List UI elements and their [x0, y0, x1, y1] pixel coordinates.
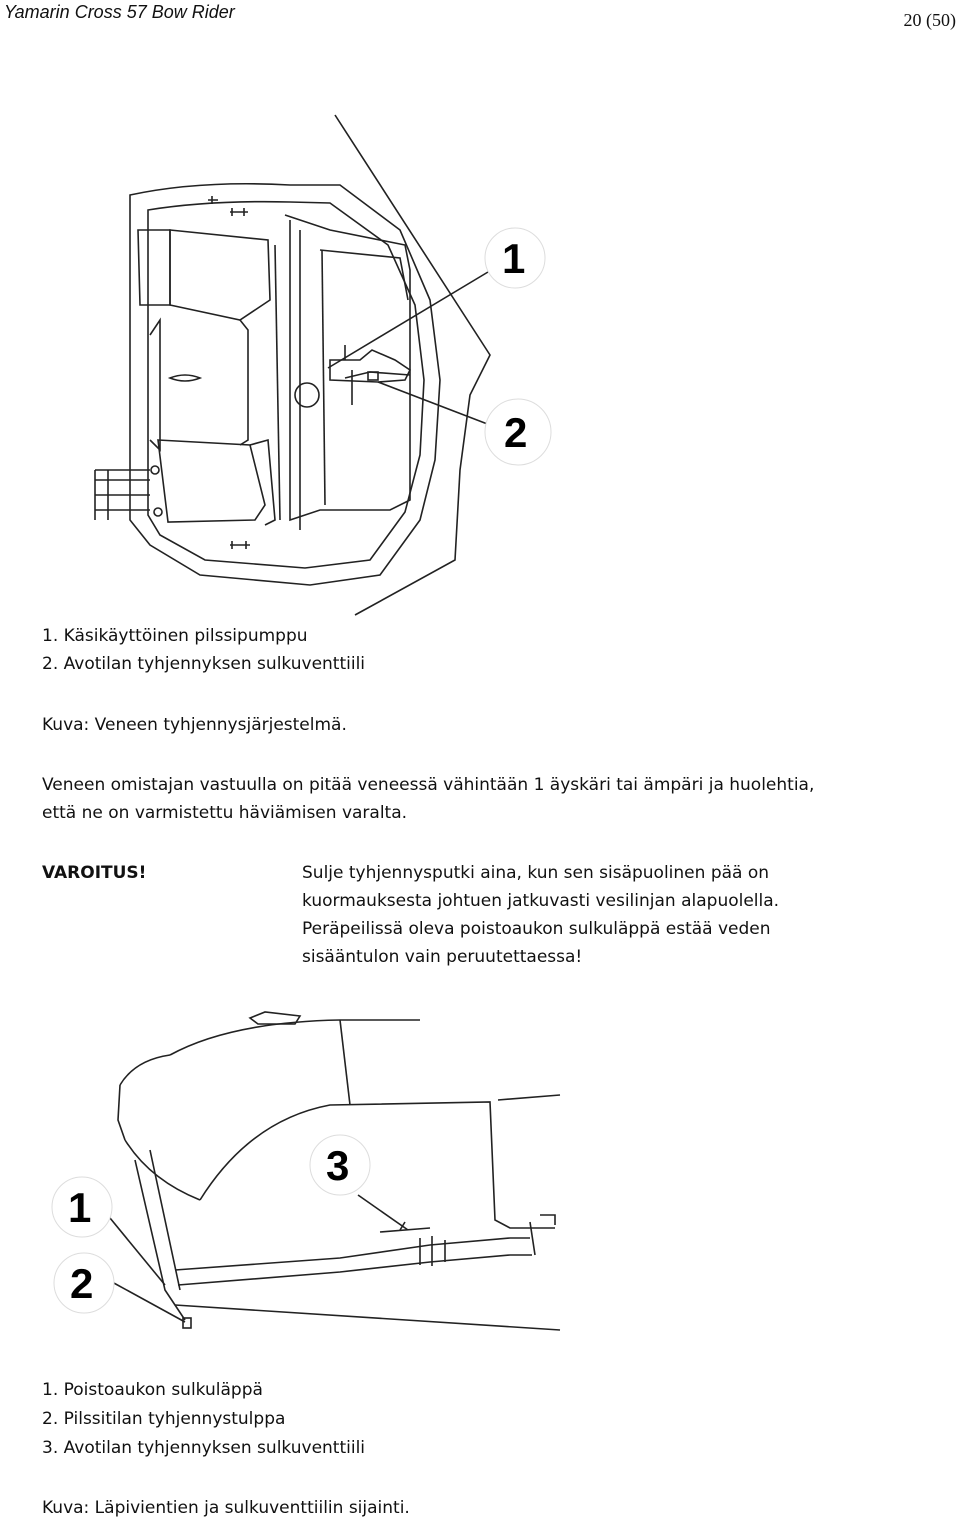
fig2-legend-item: 2. Pilssitilan tyhjennystulppa	[42, 1409, 286, 1429]
warning-line: Peräpeilissä oleva poistoaukon sulkuläppä estää veden	[302, 919, 771, 939]
fig1-legend-item: 1. Käsikäyttöinen pilssipumppu	[42, 626, 308, 646]
fig2-caption: Kuva: Läpivientien ja sulkuventtiilin sijainti.	[42, 1498, 410, 1518]
warning-label: VAROITUS!	[42, 863, 147, 883]
fig2-legend-item: 3. Avotilan tyhjennyksen sulkuventtiili	[42, 1438, 366, 1458]
document-title: Yamarin Cross 57 Bow Rider	[4, 2, 235, 22]
fig2-legend-item: 1. Poistoaukon sulkuläppä	[42, 1380, 263, 1400]
callout-2-fig1: 2	[504, 409, 528, 456]
body-paragraph-line: että ne on varmistettu häviämisen varalta.	[42, 803, 408, 823]
boat-drainage-drawing	[0, 110, 960, 620]
transom-valve-drawing	[0, 1010, 960, 1340]
callout-1-fig1: 1	[502, 235, 526, 282]
fig1-legend-item: 2. Avotilan tyhjennyksen sulkuventtiili	[42, 654, 366, 674]
warning-line: sisääntulon vain peruutettaessa!	[302, 947, 583, 967]
body-paragraph-line: Veneen omistajan vastuulla on pitää veneessä vähintään 1 äyskäri tai ämpäri ja huolehtia,	[42, 775, 815, 795]
warning-line: Sulje tyhjennysputki aina, kun sen sisäpuolinen pää on	[302, 863, 770, 883]
fig1-caption: Kuva: Veneen tyhjennysjärjestelmä.	[42, 715, 347, 735]
callout-2-fig2: 2	[70, 1260, 94, 1307]
callout-3-fig2: 3	[326, 1142, 350, 1189]
warning-line: kuormauksesta johtuen jatkuvasti vesilinjan alapuolella.	[302, 891, 780, 911]
callout-1-fig2: 1	[68, 1184, 92, 1231]
page-number: 20 (50)	[903, 10, 956, 30]
